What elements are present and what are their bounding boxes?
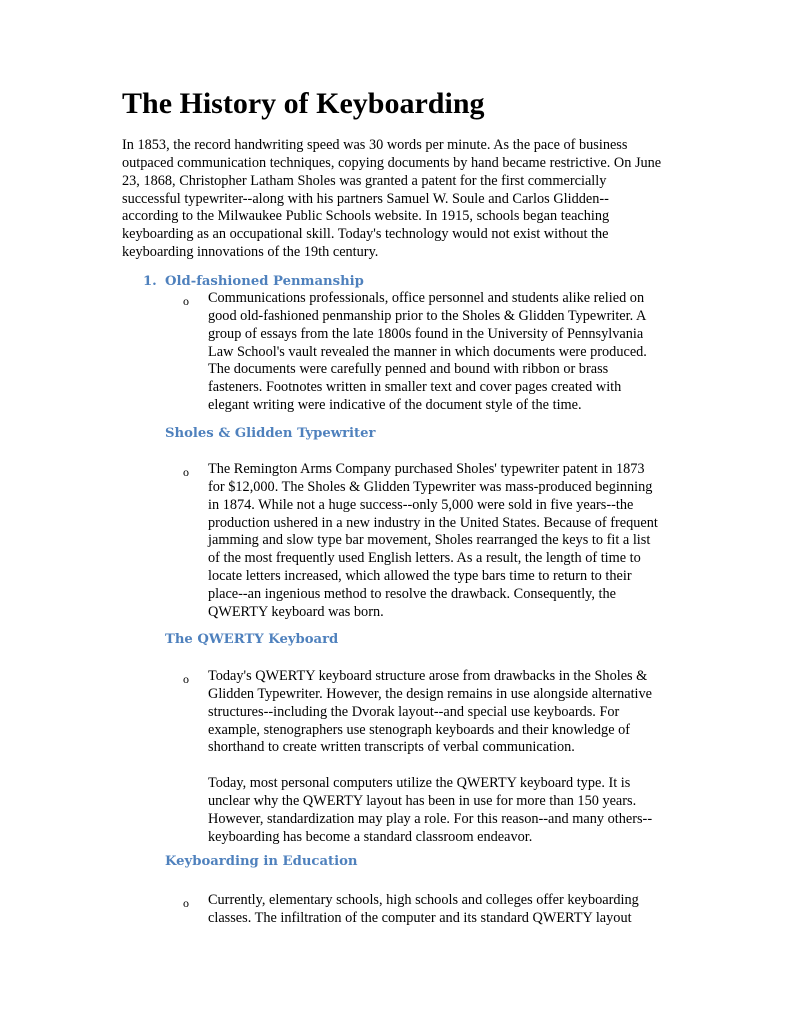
section-paragraph <box>208 668 678 757</box>
text-line: according to the Milwaukee Public Schools website. In 1915, schools began teaching <box>122 208 610 225</box>
intro-paragraph <box>122 137 682 262</box>
text-line: example, stenographers use stenograph keyboards and their knowledge of <box>208 721 631 738</box>
text-line: unclear why the QWERTY layout has been in use for more than 150 years. <box>208 792 637 809</box>
list-number: 1. <box>143 274 157 289</box>
text-line: However, standardization may play a role. For this reason--and many others-- <box>208 810 653 827</box>
section-heading-text: The QWERTY Keyboard <box>165 632 339 647</box>
text-line: structures--including the Dvorak layout--and special use keyboards. For <box>208 703 620 720</box>
text-line: keyboarding innovations of the 19th century. <box>122 244 379 261</box>
text-line: Glidden Typewriter. However, the design remains in use alongside alternative <box>208 685 653 702</box>
text-line: elegant writing were indicative of the document style of the time. <box>208 397 582 414</box>
text-line: group of essays from the late 1800s found in the University of Pennsylvania <box>208 325 644 342</box>
bullet-marker: o <box>183 896 189 910</box>
text-line: The documents were carefully penned and bound with ribbon or brass <box>208 361 609 378</box>
section-heading-penmanship <box>143 273 364 291</box>
text-line: place--an ingenious method to resolve the drawback. Consequently, the <box>208 585 616 602</box>
text-line: fasteners. Footnotes written in smaller text and cover pages created with <box>208 379 622 396</box>
text-line: outpaced communication techniques, copying documents by hand became restrictive. On June <box>122 154 662 171</box>
text-line: The Remington Arms Company purchased Sholes' typewriter patent in 1873 <box>208 461 645 477</box>
text-line: locate letters increased, which allowed the type bars time to return to their <box>208 568 632 585</box>
text-line: of the most frequently used English letters. As a result, the length of time to <box>208 550 641 567</box>
bullet-marker: o <box>183 672 189 686</box>
section-heading-text: Sholes & Glidden Typewriter <box>165 426 376 441</box>
text-line: In 1853, the record handwriting speed was 30 words per minute. As the pace of business <box>122 137 628 153</box>
text-line: Communications professionals, office personnel and students alike relied on <box>208 290 645 306</box>
text-line: for $12,000. The Sholes & Glidden Typewriter was mass-produced beginning <box>208 478 653 495</box>
text-line: good old-fashioned penmanship prior to the Sholes & Glidden Typewriter. A <box>208 307 647 324</box>
text-line: Law School's vault revealed the manner in which documents were produced. <box>208 343 647 360</box>
bullet-marker: o <box>183 294 189 308</box>
document-title: The History of Keyboarding <box>122 87 485 120</box>
section-heading-text: Keyboarding in Education <box>165 854 358 869</box>
text-line: Currently, elementary schools, high schools and colleges offer keyboarding <box>208 892 639 908</box>
section-paragraph <box>208 290 678 415</box>
section-paragraph <box>208 775 678 846</box>
bullet-marker: o <box>183 465 189 479</box>
text-line: 23, 1868, Christopher Latham Sholes was granted a patent for the first commercially <box>122 172 607 189</box>
section-heading-typewriter <box>165 425 376 443</box>
text-line: jamming and slow type bar movement, Sholes rearranged the keys to fit a list <box>208 532 651 549</box>
text-line: Today, most personal computers utilize the QWERTY keyboard type. It is <box>208 775 631 791</box>
text-line: keyboarding has become a standard classroom endeavor. <box>208 828 533 845</box>
text-line: production ushered in a new industry in the United States. Because of frequent <box>208 514 658 531</box>
text-line: keyboarding as an occupational skill. Today's technology would not exist without the <box>122 226 609 243</box>
text-line: shorthand to create written transcripts of verbal communication. <box>208 739 575 756</box>
section-heading-education <box>165 853 357 871</box>
text-line: classes. The infiltration of the computer and its standard QWERTY layout <box>208 909 632 926</box>
section-paragraph <box>208 892 678 928</box>
text-line: successful typewriter--along with his partners Samuel W. Soule and Carlos Glidden-- <box>122 190 609 207</box>
text-line: QWERTY keyboard was born. <box>208 603 384 620</box>
section-heading-qwerty <box>165 631 338 649</box>
text-line: Today's QWERTY keyboard structure arose from drawbacks in the Sholes & <box>208 668 648 684</box>
section-paragraph <box>208 461 678 622</box>
section-heading-text: Old-fashioned Penmanship <box>165 274 364 289</box>
text-line: in 1874. While not a huge success--only 5,000 were sold in five years--the <box>208 496 634 513</box>
